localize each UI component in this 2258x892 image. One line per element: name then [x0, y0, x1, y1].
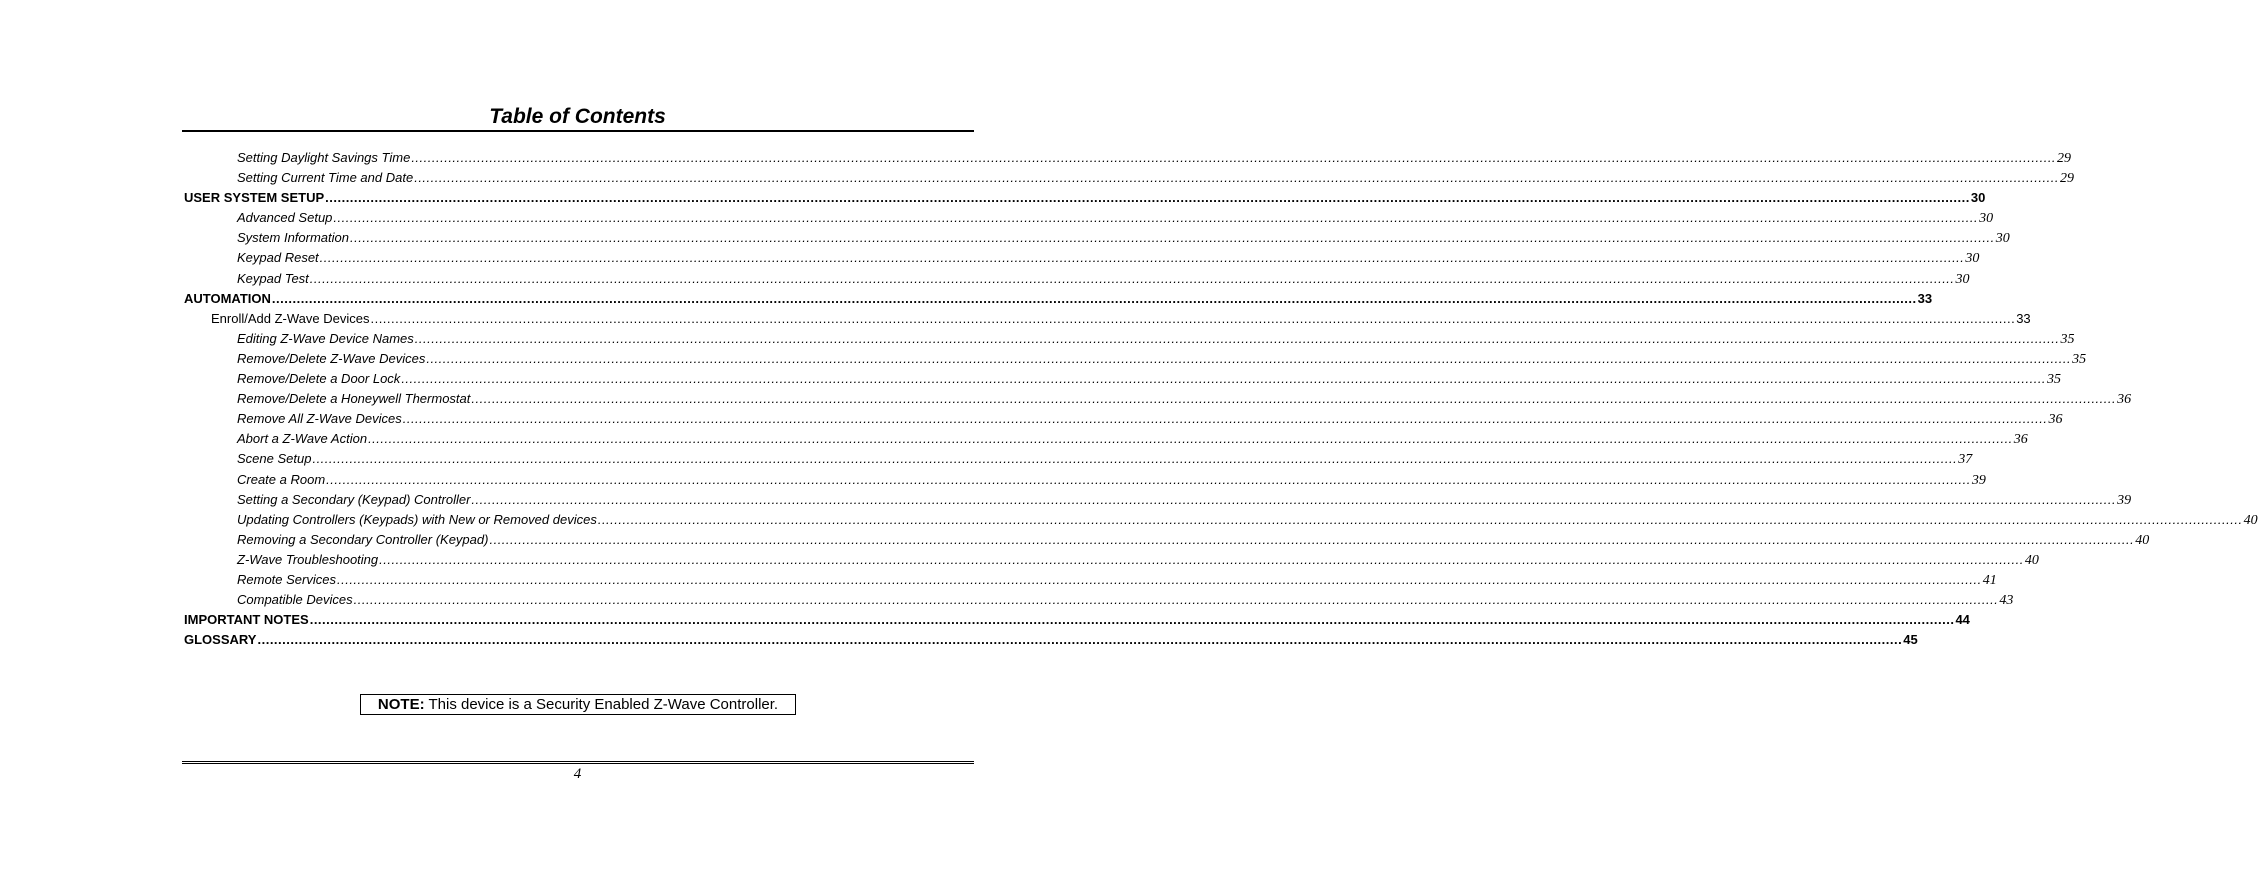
- toc-entry[interactable]: [184, 350, 2087, 371]
- toc-entry[interactable]: [184, 431, 2028, 451]
- toc-entry-page: 30: [1995, 231, 2010, 247]
- dot-leader: ................................................................................................................................................................................................................................................................................................................................................................................................................: [350, 230, 1995, 246]
- note-text: This device is a Security Enabled Z-Wave Controller.: [424, 696, 779, 713]
- toc-entry-title: Z-Wave Troubleshooting: [237, 551, 379, 567]
- toc-entry[interactable]: [184, 310, 2031, 331]
- toc-entry-title: Remote Services: [237, 571, 336, 587]
- toc-entry-page: 40: [2135, 532, 2150, 548]
- toc-entry-page: 40: [2024, 552, 2039, 568]
- toc-entry-title: Remove/Delete a Door Lock: [237, 371, 401, 387]
- toc-entry-page: 37: [1958, 452, 1973, 468]
- dot-leader: ................................................................................................................................................................................................................................................................................................................................................................................................................: [370, 310, 2016, 326]
- toc-entry-title: AUTOMATION: [184, 290, 271, 306]
- toc-entry-page: 40: [2243, 512, 2258, 528]
- title-divider: [182, 130, 974, 132]
- toc-entry-page: 30: [1965, 251, 1980, 267]
- toc-entry-title: Removing a Secondary Controller (Keypad): [237, 531, 489, 547]
- toc-entry[interactable]: [184, 290, 1933, 311]
- toc-entry-page: 35: [2047, 372, 2062, 388]
- toc-entry-page: 44: [1955, 612, 1970, 628]
- toc-entry-page: 30: [1955, 271, 1970, 287]
- toc-entry-title: Advanced Setup: [237, 210, 333, 226]
- toc-entry[interactable]: [184, 270, 1970, 291]
- toc-entry[interactable]: [184, 491, 2132, 512]
- dot-leader: ................................................................................................................................................................................................................................................................................................................................................................................................................: [411, 150, 2057, 165]
- toc-entry[interactable]: [184, 531, 2150, 552]
- toc-entry-title: Compatible Devices: [237, 592, 353, 608]
- table-of-contents: [184, 150, 2258, 652]
- toc-entry-title: Remove/Delete Z-Wave Devices: [237, 350, 426, 366]
- dot-leader: ................................................................................................................................................................................................................................................................................................................................................................................................................: [402, 411, 2048, 427]
- toc-entry[interactable]: [184, 391, 2132, 411]
- toc-entry-page: 30: [1979, 211, 1994, 227]
- dot-leader: ................................................................................................................................................................................................................................................................................................................................................................................................................: [319, 250, 1965, 266]
- toc-entry-title: Remove All Z-Wave Devices: [237, 411, 402, 427]
- toc-entry-page: 33: [1917, 290, 1933, 306]
- note-box: [360, 694, 796, 715]
- dot-leader: ................................................................................................................................................................................................................................................................................................................................................................................................................: [257, 632, 1903, 648]
- toc-entry[interactable]: [184, 511, 2258, 532]
- toc-entry-title: Keypad Reset: [237, 250, 319, 266]
- toc-entry-page: 30: [1970, 190, 1986, 206]
- toc-entry-title: Keypad Test: [237, 270, 309, 286]
- dot-leader: ................................................................................................................................................................................................................................................................................................................................................................................................................: [379, 551, 2024, 567]
- footer-divider: [182, 761, 974, 764]
- toc-entry-page: 36: [2117, 392, 2132, 408]
- dot-leader: ................................................................................................................................................................................................................................................................................................................................................................................................................: [471, 391, 2117, 407]
- toc-entry-title: Abort a Z-Wave Action: [237, 431, 368, 447]
- toc-entry-page: 33: [2016, 310, 2031, 326]
- dot-leader: ................................................................................................................................................................................................................................................................................................................................................................................................................: [426, 350, 2072, 366]
- note-prefix: NOTE:: [377, 696, 425, 713]
- toc-entry[interactable]: [184, 230, 2010, 250]
- toc-entry-page: 39: [2117, 492, 2132, 508]
- toc-entry[interactable]: [184, 250, 1980, 270]
- toc-entry-title: Setting Current Time and Date: [237, 170, 414, 186]
- dot-leader: ................................................................................................................................................................................................................................................................................................................................................................................................................: [471, 491, 2117, 507]
- dot-leader: ................................................................................................................................................................................................................................................................................................................................................................................................................: [309, 270, 1955, 286]
- page-number: 4: [573, 766, 582, 782]
- toc-entry[interactable]: [184, 632, 1918, 652]
- toc-entry-page: 29: [2057, 151, 2072, 166]
- toc-entry[interactable]: [184, 330, 2075, 351]
- toc-entry-page: 35: [2072, 351, 2087, 367]
- toc-entry-title: Enroll/Add Z-Wave Devices: [211, 310, 370, 326]
- toc-entry[interactable]: [184, 150, 2072, 170]
- toc-entry-title: Remove/Delete a Honeywell Thermostat: [237, 391, 471, 407]
- toc-entry-title: IMPORTANT NOTES: [184, 612, 309, 628]
- toc-entry-title: Create a Room: [237, 471, 326, 487]
- dot-leader: ................................................................................................................................................................................................................................................................................................................................................................................................................: [489, 531, 2135, 547]
- dot-leader: ................................................................................................................................................................................................................................................................................................................................................................................................................: [271, 290, 1917, 306]
- toc-entry[interactable]: [184, 551, 2039, 572]
- page-title: Table of Contents: [489, 105, 666, 128]
- dot-leader: ................................................................................................................................................................................................................................................................................................................................................................................................................: [336, 571, 1982, 587]
- dot-leader: ................................................................................................................................................................................................................................................................................................................................................................................................................: [414, 330, 2060, 346]
- toc-entry-title: Editing Z-Wave Device Names: [237, 330, 414, 346]
- dot-leader: ................................................................................................................................................................................................................................................................................................................................................................................................................: [414, 170, 2059, 186]
- dot-leader: ................................................................................................................................................................................................................................................................................................................................................................................................................: [333, 210, 1979, 226]
- toc-entry[interactable]: [184, 471, 1986, 492]
- dot-leader: ................................................................................................................................................................................................................................................................................................................................................................................................................: [309, 612, 1955, 628]
- dot-leader: ................................................................................................................................................................................................................................................................................................................................................................................................................: [312, 451, 1958, 467]
- toc-entry[interactable]: [184, 571, 1997, 592]
- toc-entry-page: 45: [1903, 632, 1918, 648]
- toc-entry-title: USER SYSTEM SETUP: [184, 190, 325, 206]
- toc-entry-title: Setting a Secondary (Keypad) Controller: [237, 491, 471, 507]
- toc-entry-page: 41: [1982, 572, 1997, 588]
- dot-leader: ................................................................................................................................................................................................................................................................................................................................................................................................................: [401, 371, 2047, 387]
- dot-leader: ................................................................................................................................................................................................................................................................................................................................................................................................................: [597, 511, 2243, 527]
- toc-entry-title: Updating Controllers (Keypads) with New or Removed devices: [237, 511, 597, 527]
- toc-entry[interactable]: [184, 170, 2074, 190]
- toc-entry-page: 35: [2060, 331, 2075, 347]
- dot-leader: ................................................................................................................................................................................................................................................................................................................................................................................................................: [325, 190, 1970, 206]
- toc-entry[interactable]: [184, 592, 2014, 612]
- dot-leader: ................................................................................................................................................................................................................................................................................................................................................................................................................: [326, 471, 1971, 487]
- toc-entry[interactable]: [184, 411, 2063, 431]
- toc-entry[interactable]: [184, 210, 1994, 230]
- toc-entry-page: 39: [1971, 472, 1986, 488]
- dot-leader: ................................................................................................................................................................................................................................................................................................................................................................................................................: [368, 431, 2013, 447]
- toc-entry-page: 36: [2013, 432, 2028, 448]
- toc-entry-title: Scene Setup: [237, 451, 312, 467]
- toc-entry-title: Setting Daylight Savings Time: [237, 150, 411, 165]
- toc-entry[interactable]: [184, 371, 2062, 391]
- toc-entry-page: 29: [2059, 171, 2074, 187]
- toc-entry[interactable]: [184, 190, 1986, 210]
- toc-entry[interactable]: [184, 612, 1970, 632]
- toc-entry-page: 43: [1999, 593, 2014, 609]
- toc-entry-title: GLOSSARY: [184, 632, 257, 648]
- toc-entry[interactable]: [184, 451, 1973, 471]
- toc-entry-title: System Information: [237, 230, 349, 246]
- toc-entry-page: 36: [2048, 412, 2063, 428]
- dot-leader: ................................................................................................................................................................................................................................................................................................................................................................................................................: [353, 592, 1999, 608]
